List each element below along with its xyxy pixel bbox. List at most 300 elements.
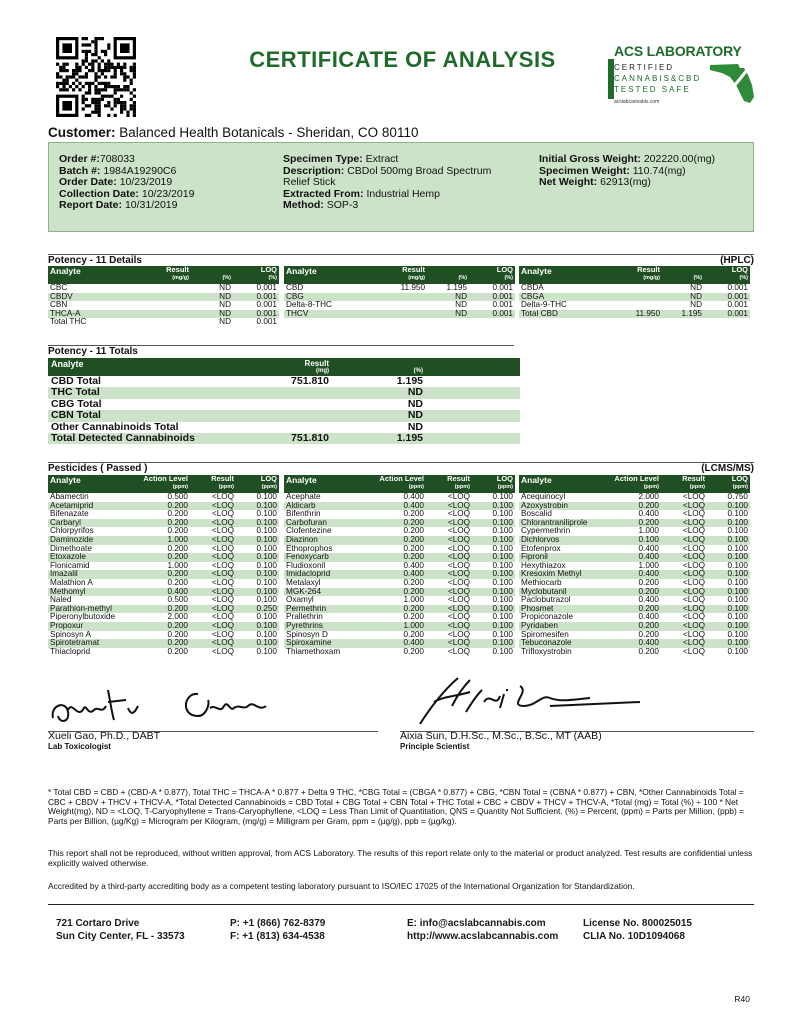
table-cell (369, 310, 427, 319)
table-cell: 1.000 (638, 527, 659, 536)
table-row (519, 553, 750, 562)
table-cell: 0.200 (140, 605, 190, 614)
table-cell: <LOQ (190, 622, 236, 631)
table-cell: Piperonylbutoxide (50, 613, 116, 622)
table-cell: 0.100 (256, 613, 277, 622)
table-cell: CBC (50, 284, 68, 292)
table-cell: Imidacloprid (284, 570, 376, 579)
pesticide-table (48, 475, 279, 656)
table-cell: 0.001 (492, 284, 513, 292)
table-cell: <LOQ (682, 510, 705, 519)
specimen-info-box (48, 142, 754, 232)
table-cell: ND (662, 293, 704, 302)
table-cell: ND (427, 310, 469, 319)
table-cell: 0.400 (638, 613, 659, 622)
table-cell: <LOQ (211, 561, 234, 570)
table-row (519, 648, 750, 657)
table-row (48, 399, 520, 410)
table-cell: 0.001 (233, 310, 279, 319)
table-cell: 0.400 (403, 561, 424, 570)
table-cell: 0.200 (140, 622, 190, 631)
weight-info: Initial Gross Weight: 202220.00(mg) Specimen Weight: 110.74(mg) Net Weight: 62913(mg) (539, 153, 716, 189)
table-cell: 0.200 (403, 613, 424, 622)
table-row (519, 596, 750, 605)
potency-method: (HPLC) (720, 255, 754, 266)
table-cell: Clofentezine (286, 527, 332, 536)
table-cell: ND (332, 410, 426, 421)
table-cell: Delta-9-THC (521, 301, 567, 310)
table-cell (426, 433, 520, 444)
column-header: LOQ (%) (704, 266, 750, 284)
column-header: Analyte (48, 475, 140, 493)
table-cell: <LOQ (661, 639, 707, 648)
table-row (284, 293, 515, 302)
table-cell: <LOQ (190, 639, 236, 648)
table-cell: 0.200 (403, 510, 424, 519)
table-cell: 0.200 (611, 588, 661, 597)
table-cell: 0.200 (376, 519, 426, 528)
table-cell: 0.100 (492, 578, 513, 587)
table-cell: 0.200 (403, 527, 424, 536)
table-cell: 0.200 (167, 578, 188, 587)
column-header: Action Level (ppm) (611, 475, 661, 493)
table-cell: 0.200 (611, 605, 661, 614)
table-cell: <LOQ (661, 588, 707, 597)
table-cell: <LOQ (661, 553, 707, 562)
table-cell: Methomyl (48, 588, 140, 597)
website-link[interactable]: http://www.acslabcannabis.com (407, 930, 559, 942)
table-cell: <LOQ (661, 519, 707, 528)
table-row (284, 545, 515, 554)
table-cell: Carbaryl (48, 519, 140, 528)
table-cell: 0.200 (638, 630, 659, 639)
table-cell: 0.100 (472, 553, 515, 562)
table-cell: 0.100 (492, 544, 513, 553)
table-cell: <LOQ (190, 588, 236, 597)
table-cell: <LOQ (211, 647, 234, 656)
table-cell: 0.100 (472, 536, 515, 545)
table-cell: 0.001 (704, 293, 750, 302)
table-row (284, 562, 515, 571)
table-cell: 0.200 (140, 519, 190, 528)
column-header: LOQ (%) (469, 266, 515, 284)
table-cell: 0.200 (167, 630, 188, 639)
table-cell: 0.100 (707, 502, 750, 511)
table-cell: ND (332, 387, 426, 398)
table-cell: Etofenprox (521, 544, 561, 553)
table-cell: <LOQ (190, 519, 236, 528)
table-row (48, 648, 279, 657)
table-cell: Boscalid (521, 510, 552, 519)
table-cell: 0.200 (167, 527, 188, 536)
table-cell: <LOQ (211, 527, 234, 536)
table-cell: 751.810 (248, 433, 332, 444)
table-cell: Propoxur (48, 622, 140, 631)
table-cell: THC Total (48, 387, 248, 398)
table-cell: Phosmet (519, 605, 611, 614)
qr-code (55, 37, 137, 117)
acs-laboratory-logo: ACS LABORATORY CERTIFIED CANNABIS&CBD TESTED SAFE acslabcannabis.com (608, 43, 756, 113)
table-cell: 0.100 (727, 578, 748, 587)
table-cell: 0.100 (727, 647, 748, 656)
table-row (284, 519, 515, 528)
table-cell: 1.195 (662, 310, 704, 319)
pesticide-table (519, 475, 750, 656)
table-cell: ND (219, 301, 231, 310)
table-cell: Thiamethoxam (286, 647, 341, 656)
table-cell: 0.100 (727, 527, 748, 536)
table-row (519, 510, 750, 519)
table-cell: Malathion A (50, 578, 93, 587)
table-cell: CBDA (521, 284, 544, 292)
table-row (519, 639, 750, 648)
table-cell: <LOQ (682, 561, 705, 570)
table-cell: 0.200 (611, 502, 661, 511)
column-header: LOQ (ppm) (707, 475, 750, 493)
table-row (519, 605, 750, 614)
table-cell: Pyridaben (519, 622, 611, 631)
table-cell: 0.100 (492, 493, 513, 501)
table-cell: 0.100 (727, 630, 748, 639)
table-cell (133, 301, 191, 310)
table-cell: <LOQ (682, 493, 705, 501)
table-cell: 0.250 (236, 605, 279, 614)
table-row (48, 631, 279, 640)
signature-right (400, 672, 650, 732)
table-cell: <LOQ (211, 613, 234, 622)
table-cell: <LOQ (661, 536, 707, 545)
table-cell: Oxamyl (286, 596, 314, 605)
table-cell: Dichlorvos (519, 536, 611, 545)
table-cell: 0.200 (140, 553, 190, 562)
table-cell: ND (407, 420, 423, 433)
column-header: Analyte (48, 266, 133, 284)
table-cell: 0.200 (403, 630, 424, 639)
table-cell: 0.001 (492, 301, 513, 310)
table-cell: <LOQ (682, 544, 705, 553)
table-cell: 0.100 (492, 613, 513, 622)
table-cell (426, 422, 520, 433)
order-info: Order #:708033 Batch #: 1984A19290C6 Order Date: 10/23/2019 Collection Date: 10/23/2019 Report Date: 10/31/2019 (59, 153, 195, 212)
table-cell: Daminozide (48, 536, 140, 545)
table-cell: Diazinon (284, 536, 376, 545)
table-cell: 0.200 (140, 570, 190, 579)
table-cell: 0.200 (167, 510, 188, 519)
table-cell: Other Cannabinoids Total (51, 420, 179, 433)
table-cell: THCA-A (48, 310, 133, 319)
table-row (284, 527, 515, 536)
table-cell: 0.100 (256, 630, 277, 639)
table-cell: THCV (284, 310, 369, 319)
table-cell: 0.200 (403, 544, 424, 553)
table-cell: CBD (286, 284, 304, 292)
table-cell: <LOQ (190, 605, 236, 614)
table-row (48, 502, 279, 511)
table-cell: 0.100 (236, 502, 279, 511)
table-cell: CBN (50, 301, 68, 310)
table-cell: 0.001 (469, 293, 515, 302)
table-cell: 0.100 (236, 536, 279, 545)
table-row (48, 310, 279, 319)
table-row (519, 622, 750, 631)
potency-table (48, 266, 279, 327)
column-header: Analyte (519, 266, 604, 284)
table-cell: Permethrin (284, 605, 376, 614)
table-row (519, 579, 750, 588)
table-cell: Pyrethrins (284, 622, 376, 631)
table-cell: 0.100 (727, 544, 748, 553)
table-cell: <LOQ (211, 630, 234, 639)
table-row (48, 536, 279, 545)
column-header: Result (mg/g) (604, 266, 662, 284)
table-cell: 0.100 (236, 553, 279, 562)
table-cell: <LOQ (426, 570, 472, 579)
table-cell: Flonicamid (50, 561, 90, 570)
table-cell: Aldicarb (284, 502, 376, 511)
table-cell: 0.001 (256, 301, 277, 310)
specimen-info: Specimen Type: Extract Description: CBDol 500mg Broad Spectrum Relief Stick Extracted From: Industrial Hemp Method: SOP-3 (283, 153, 492, 212)
table-cell: 0.100 (727, 510, 748, 519)
table-cell: <LOQ (426, 502, 472, 511)
column-header: Analyte (284, 475, 376, 493)
table-cell: 0.100 (492, 596, 513, 605)
table-cell: 0.400 (403, 493, 424, 501)
table-cell: Total Detected Cannabinoids (48, 433, 248, 444)
column-header: Analyte (519, 475, 611, 493)
table-cell: Prallethrin (286, 613, 323, 622)
table-cell: <LOQ (447, 493, 470, 501)
table-row (48, 318, 279, 327)
table-row (48, 605, 279, 614)
table-row (48, 284, 279, 293)
table-cell: 0.400 (638, 596, 659, 605)
table-row (284, 613, 515, 622)
table-cell: 0.100 (472, 519, 515, 528)
table-row (48, 622, 279, 631)
table-cell: 0.001 (256, 284, 277, 292)
table-cell: <LOQ (447, 613, 470, 622)
table-cell: <LOQ (682, 613, 705, 622)
table-cell: 0.100 (707, 536, 750, 545)
table-cell: <LOQ (426, 588, 472, 597)
table-cell: 0.400 (376, 570, 426, 579)
table-cell: Paclobutrazol (521, 596, 571, 605)
column-header: Result (mg/g) (133, 266, 191, 284)
signer-left-name: Xueli Gao, Ph.D., DABT (48, 730, 161, 742)
table-cell (248, 410, 332, 421)
column-header: Result (ppm) (426, 475, 472, 493)
potency-totals-title: Potency - 11 Totals (48, 346, 138, 357)
table-cell: 0.100 (256, 493, 277, 501)
table-cell: 0.001 (233, 293, 279, 302)
table-cell: <LOQ (661, 622, 707, 631)
page-title: CERTIFICATE OF ANALYSIS (249, 47, 556, 72)
table-cell (369, 301, 427, 310)
table-cell: 0.100 (256, 544, 277, 553)
table-cell: 1.000 (403, 596, 424, 605)
table-cell: CBD Total (51, 375, 101, 387)
column-header: Result (ppm) (190, 475, 236, 493)
table-cell: Spiromesifen (521, 630, 569, 639)
table-cell: <LOQ (211, 493, 234, 501)
table-cell: <LOQ (447, 630, 470, 639)
table-cell: 0.100 (611, 536, 661, 545)
table-row (284, 536, 515, 545)
pesticide-table (284, 475, 515, 656)
table-cell: 0.200 (140, 639, 190, 648)
table-cell (604, 301, 662, 310)
table-cell: 0.200 (611, 622, 661, 631)
table-cell: 0.200 (167, 544, 188, 553)
potency-totals-table: Analyte Result (mg) (%) CBD Total 751.810 1.195 THC Total ND CBG Total ND CBN Total ND Other Cannabinoids Total ND Total Detected Cannabinoids 751.810 1.195 (48, 358, 520, 444)
table-row (48, 579, 279, 588)
table-cell: 0.200 (167, 647, 188, 656)
table-row (284, 631, 515, 640)
table-cell: ND (407, 397, 423, 410)
table-cell: <LOQ (211, 596, 234, 605)
table-cell: 0.100 (492, 527, 513, 536)
table-cell (604, 293, 662, 302)
footer-license: License No. 800025015 CLIA No. 10D1094068 (583, 918, 692, 942)
table-cell: ND (191, 310, 233, 319)
table-cell: 0.100 (256, 561, 277, 570)
table-row (519, 293, 750, 302)
table-cell: Kresoxim Methyl (519, 570, 611, 579)
table-cell: 1.195 (446, 284, 467, 292)
table-cell: Delta-8-THC (286, 301, 332, 310)
pesticides-title: Pesticides ( Passed ) (48, 463, 148, 474)
table-cell (426, 387, 520, 398)
table-row (48, 433, 520, 444)
table-cell: <LOQ (682, 578, 705, 587)
table-row (284, 284, 515, 293)
table-cell (426, 376, 520, 387)
table-cell: <LOQ (190, 502, 236, 511)
table-cell: ND (219, 284, 231, 292)
table-cell: <LOQ (682, 596, 705, 605)
table-cell: Fludioxonil (286, 561, 326, 570)
table-cell: 0.001 (256, 318, 277, 327)
table-row (48, 570, 279, 579)
table-row (284, 553, 515, 562)
table-cell: 0.500 (167, 596, 188, 605)
table-cell: <LOQ (190, 570, 236, 579)
table-cell: 0.100 (472, 588, 515, 597)
table-row (48, 519, 279, 528)
table-cell: Propiconazole (521, 613, 573, 622)
column-header: Analyte (284, 266, 369, 284)
table-cell: Acetamiprid (48, 502, 140, 511)
table-cell: 0.750 (727, 493, 748, 501)
table-row (519, 562, 750, 571)
table-cell: 0.500 (167, 493, 188, 501)
table-cell: Bifenthrin (286, 510, 321, 519)
table-row (519, 519, 750, 528)
table-cell: <LOQ (447, 510, 470, 519)
table-cell: 0.400 (376, 502, 426, 511)
email-link[interactable]: E: info@acslabcannabis.com (407, 918, 546, 929)
table-cell: Myclobutanil (519, 588, 611, 597)
table-cell: 0.200 (638, 647, 659, 656)
table-row (48, 387, 520, 398)
table-cell (426, 410, 520, 421)
table-cell: Cypermethrin (521, 527, 571, 536)
table-cell: 0.100 (256, 527, 277, 536)
table-cell: 0.100 (492, 647, 513, 656)
table-cell: 0.200 (376, 588, 426, 597)
table-cell: 0.100 (707, 519, 750, 528)
table-cell: Hexythiazox (521, 561, 566, 570)
table-cell: <LOQ (661, 502, 707, 511)
potency-details-title: Potency - 11 Details (48, 255, 142, 266)
table-cell: CBG Total (51, 397, 102, 410)
table-cell (369, 293, 427, 302)
table-row (519, 310, 750, 319)
table-row (519, 588, 750, 597)
table-cell: 11.950 (400, 284, 425, 292)
table-cell (133, 293, 191, 302)
table-cell: Parathion-methyl (48, 605, 140, 614)
table-cell (248, 399, 332, 410)
table-cell: <LOQ (447, 647, 470, 656)
table-cell: Chlorpyrifos (50, 527, 94, 536)
table-row (519, 493, 750, 502)
table-cell: 0.200 (140, 502, 190, 511)
table-cell: Etoxazole (48, 553, 140, 562)
table-cell: 0.100 (492, 510, 513, 519)
column-header: Action Level (ppm) (376, 475, 426, 493)
table-row (519, 301, 750, 310)
potency-table (284, 266, 515, 318)
table-cell: 0.100 (472, 570, 515, 579)
table-cell: ND (690, 284, 702, 292)
table-row (284, 510, 515, 519)
table-cell: Ethoprophos (286, 544, 333, 553)
table-row (284, 588, 515, 597)
table-cell: ND (219, 318, 231, 327)
florida-map-icon (708, 61, 756, 106)
table-cell: 0.100 (472, 639, 515, 648)
table-cell (426, 399, 520, 410)
table-cell: <LOQ (211, 578, 234, 587)
table-cell: Total CBD (519, 310, 604, 319)
table-cell: Methiocarb (521, 578, 562, 587)
table-row (48, 639, 279, 648)
table-cell: <LOQ (682, 527, 705, 536)
table-cell: 0.200 (403, 578, 424, 587)
table-cell: 1.000 (140, 536, 190, 545)
table-cell: ND (690, 301, 702, 310)
table-row (48, 545, 279, 554)
table-cell: <LOQ (447, 544, 470, 553)
table-cell: Acequinocyl (521, 493, 566, 501)
table-cell: 0.100 (727, 561, 748, 570)
table-row (284, 648, 515, 657)
table-cell (604, 284, 662, 293)
table-cell: 0.400 (611, 639, 661, 648)
table-cell: 0.001 (704, 310, 750, 319)
table-cell: Metalaxyl (286, 578, 321, 587)
table-cell: Spinosyn D (286, 630, 328, 639)
signer-left-role: Lab Toxicologist (48, 742, 111, 751)
table-cell: 0.200 (376, 553, 426, 562)
table-row (284, 493, 515, 502)
table-cell (133, 318, 191, 327)
table-row (519, 545, 750, 554)
table-cell: ND (191, 293, 233, 302)
table-cell: 0.001 (727, 301, 748, 310)
table-row (284, 570, 515, 579)
